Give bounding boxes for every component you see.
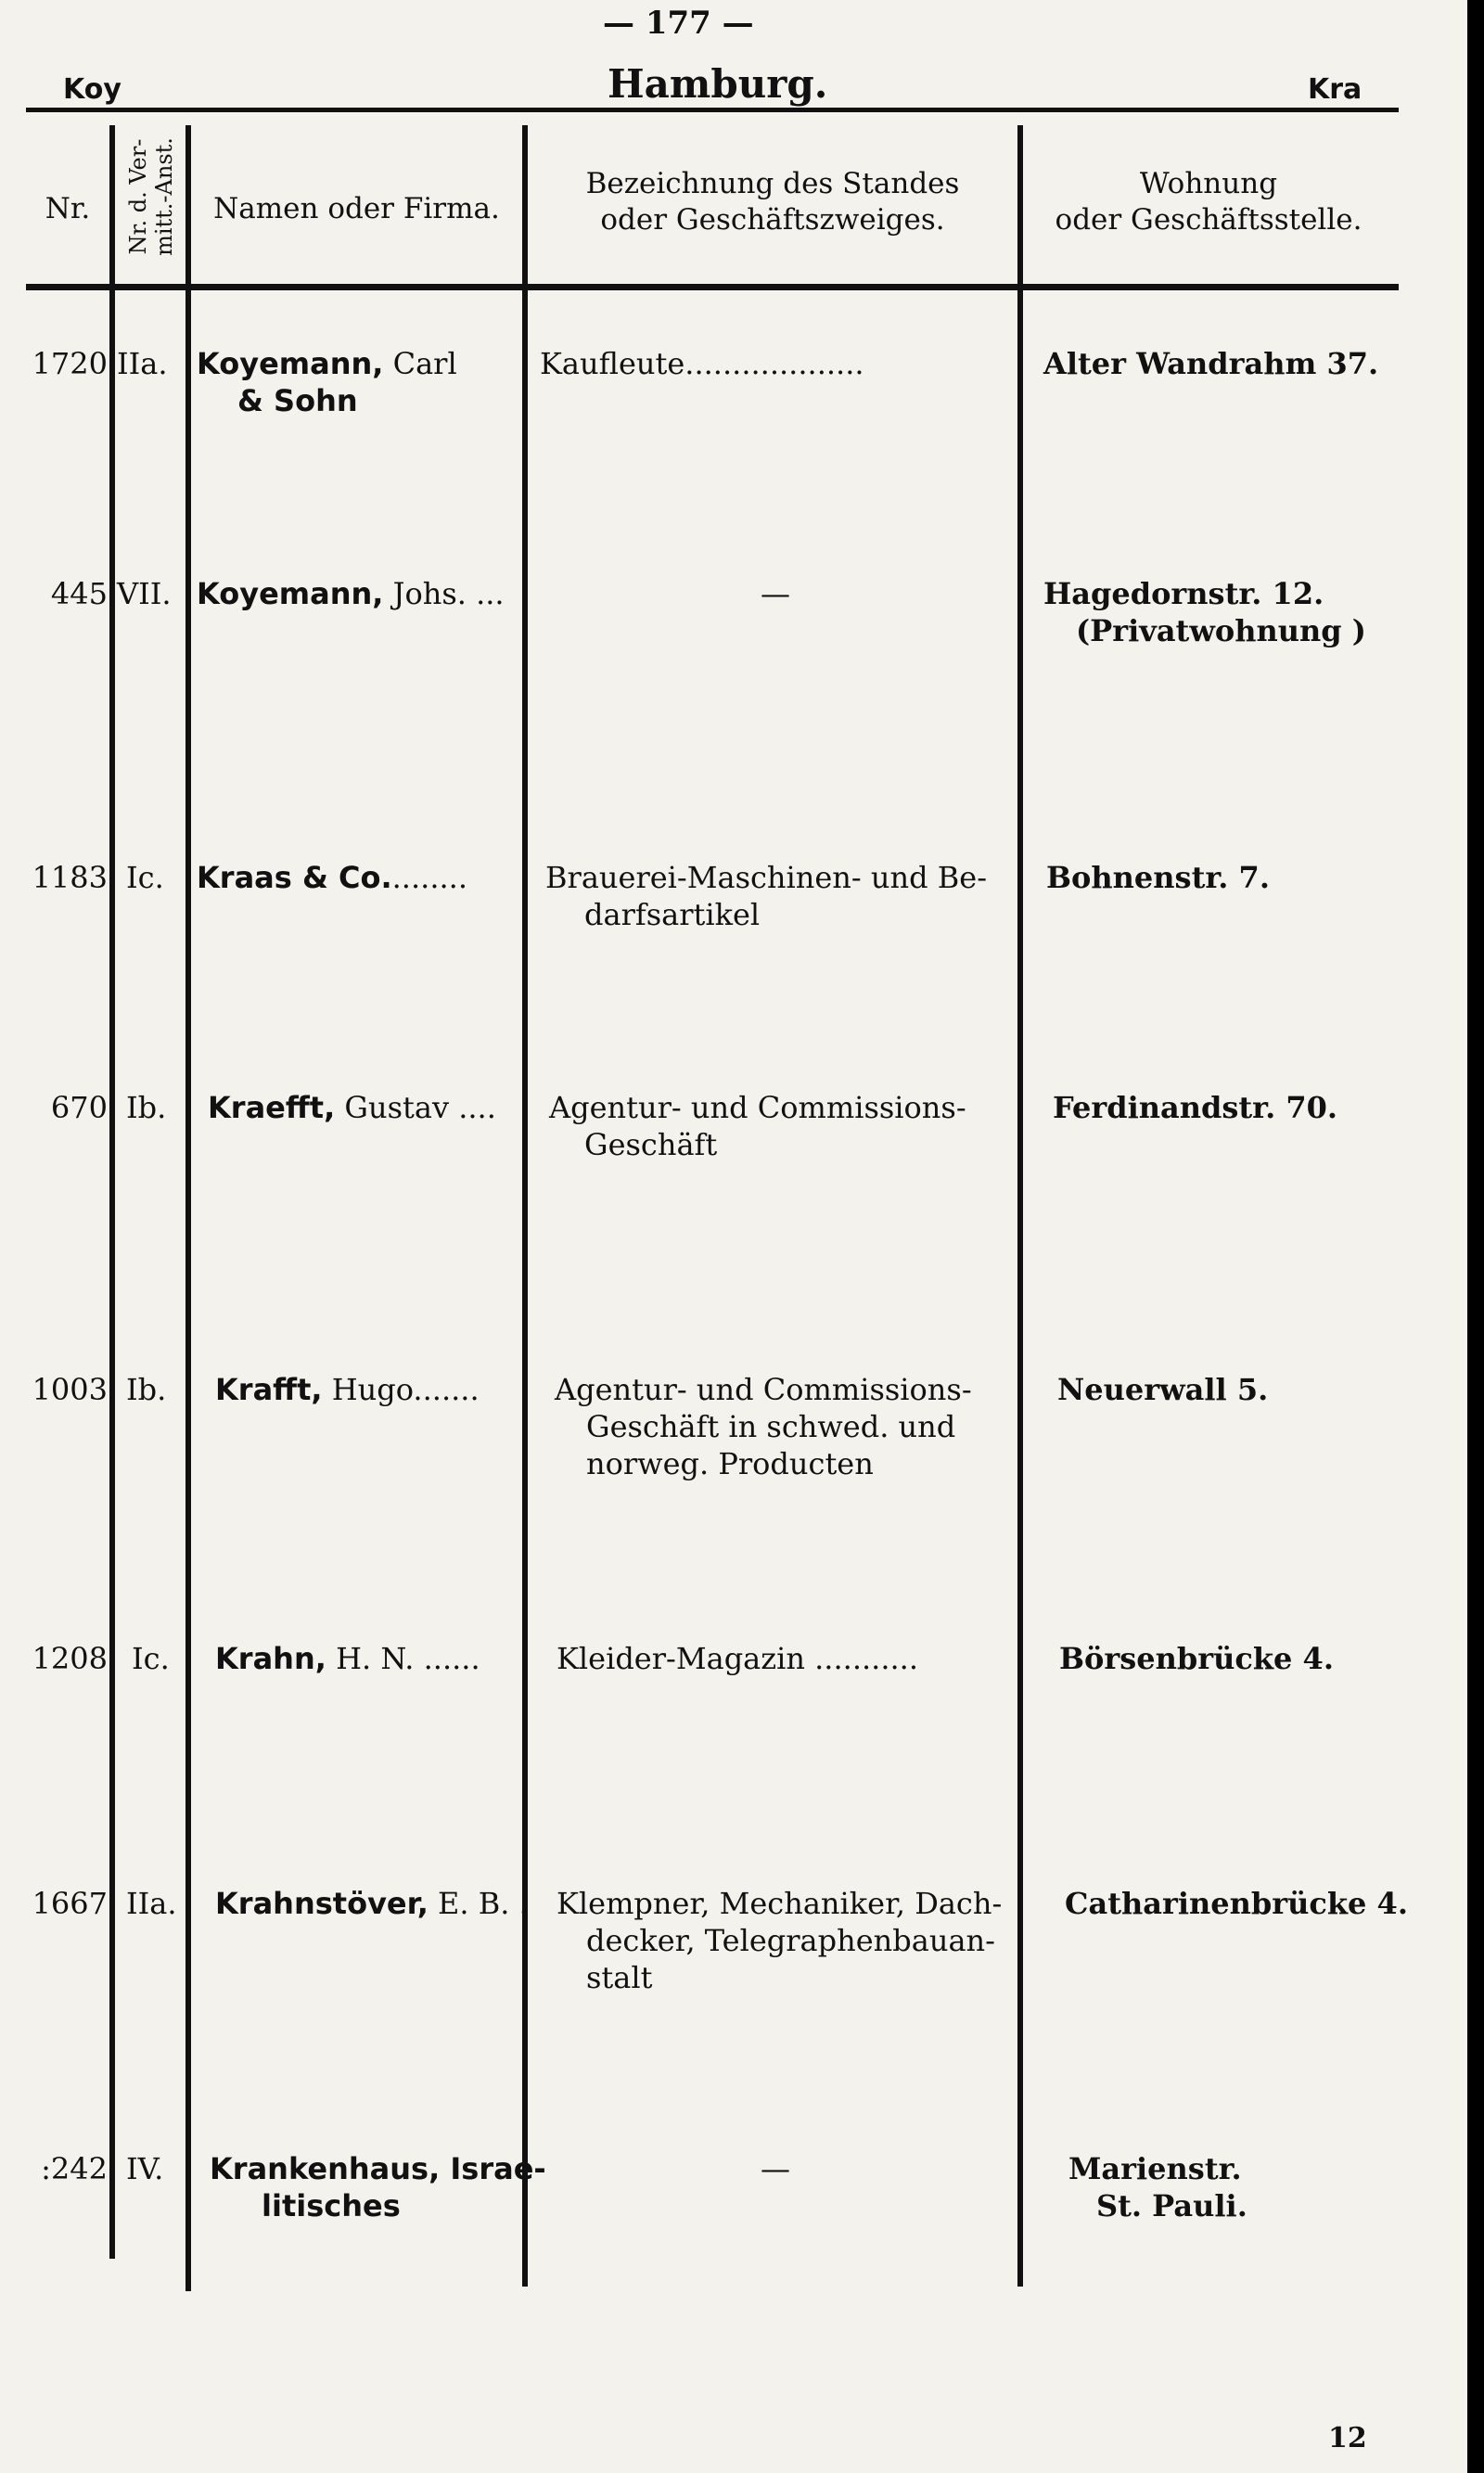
- row-business: Kleider-Magazin ...........: [556, 1641, 919, 1676]
- row-address: Bohnenstr. 7.: [1046, 860, 1270, 895]
- column-rule-4: [1017, 125, 1023, 2287]
- row-anst: Ic.: [132, 1641, 170, 1676]
- column-header-stand-2: oder Geschäftszweiges.: [600, 203, 945, 237]
- column-rule-1: [109, 125, 115, 2259]
- row-name: Koyemann, Carl: [197, 346, 457, 381]
- row-name-cont: & Sohn: [237, 383, 358, 418]
- row-nr: 1208: [32, 1641, 108, 1676]
- column-rule-2: [186, 125, 191, 2291]
- city-title: Hamburg.: [608, 61, 828, 107]
- row-business: Agentur- und Commissions-: [549, 1090, 966, 1125]
- row-address: Marienstr.: [1068, 2151, 1242, 2186]
- row-address: Hagedornstr. 12.: [1043, 576, 1324, 611]
- row-name: Kraas & Co.........: [197, 860, 467, 895]
- column-header-name: Namen oder Firma.: [213, 192, 500, 225]
- row-name: Krafft, Hugo.......: [215, 1372, 480, 1407]
- column-header-address-2: oder Geschäftsstelle.: [1055, 203, 1362, 237]
- row-nr: 1720: [32, 346, 108, 381]
- row-business: Brauerei-Maschinen- und Be-: [545, 860, 988, 895]
- row-nr: 1183: [32, 860, 108, 895]
- row-anst: IV.: [126, 2151, 164, 2186]
- row-anst: Ib.: [126, 1372, 167, 1407]
- column-header-vermittlungsanstalt: Nr. d. Ver- mitt.-Anst.: [125, 137, 177, 256]
- page-number: — 177 —: [603, 5, 754, 42]
- row-address: Börsenbrücke 4.: [1059, 1641, 1334, 1676]
- row-anst: IIa.: [117, 346, 168, 381]
- row-business: —: [761, 576, 790, 611]
- row-nr: 670: [50, 1090, 108, 1125]
- row-address-cont: St. Pauli.: [1096, 2188, 1247, 2223]
- row-business-cont: stalt: [586, 1960, 653, 1995]
- row-business: —: [761, 2151, 790, 2186]
- row-business-cont: Geschäft: [584, 1127, 718, 1162]
- row-nr: 1667: [32, 1886, 108, 1921]
- row-business-cont: darfsartikel: [584, 897, 761, 932]
- row-nr: 1003: [32, 1372, 108, 1407]
- row-name-cont: litisches: [262, 2188, 401, 2223]
- row-name: Krahnstöver, E. B. .: [215, 1886, 529, 1921]
- row-name: Koyemann, Johs. ...: [197, 576, 505, 611]
- row-business-cont: norweg. Producten: [586, 1446, 874, 1481]
- header-bottom-rule: [26, 284, 1399, 290]
- row-business-cont: decker, Telegraphenbauan-: [586, 1923, 995, 1958]
- row-anst: Ic.: [126, 860, 164, 895]
- row-business: Klempner, Mechaniker, Dach-: [556, 1886, 1003, 1921]
- row-anst: Ib.: [126, 1090, 167, 1125]
- header-top-rule: [26, 108, 1399, 112]
- row-address: Ferdinandstr. 70.: [1053, 1090, 1338, 1125]
- row-nr: :242: [41, 2151, 108, 2186]
- row-anst: VII.: [117, 576, 172, 611]
- row-address: Neuerwall 5.: [1057, 1372, 1269, 1407]
- left-catchword: Koy: [63, 73, 122, 106]
- row-business-cont: Geschäft in schwed. und: [586, 1409, 956, 1444]
- right-catchword: Kra: [1308, 73, 1362, 106]
- column-header-stand-1: Bezeichnung des Standes: [585, 167, 960, 200]
- row-address: Catharinenbrücke 4.: [1065, 1886, 1408, 1921]
- row-name: Krankenhaus, Israe-: [210, 2151, 546, 2186]
- row-address-cont: (Privatwohnung ): [1076, 613, 1366, 648]
- row-business: Agentur- und Commissions-: [555, 1372, 972, 1407]
- column-header-nr: Nr.: [45, 192, 91, 225]
- row-name: Kraefft, Gustav ....: [208, 1090, 496, 1125]
- column-rule-3: [522, 125, 528, 2287]
- row-anst: IIa.: [126, 1886, 177, 1921]
- column-header-address-1: Wohnung: [1139, 167, 1278, 200]
- row-business: Kaufleute...................: [540, 346, 864, 381]
- row-address: Alter Wandrahm 37.: [1043, 346, 1379, 381]
- row-name: Krahn, H. N. ......: [215, 1641, 480, 1676]
- row-nr: 445: [50, 576, 108, 611]
- signature-mark: 12: [1328, 2422, 1367, 2454]
